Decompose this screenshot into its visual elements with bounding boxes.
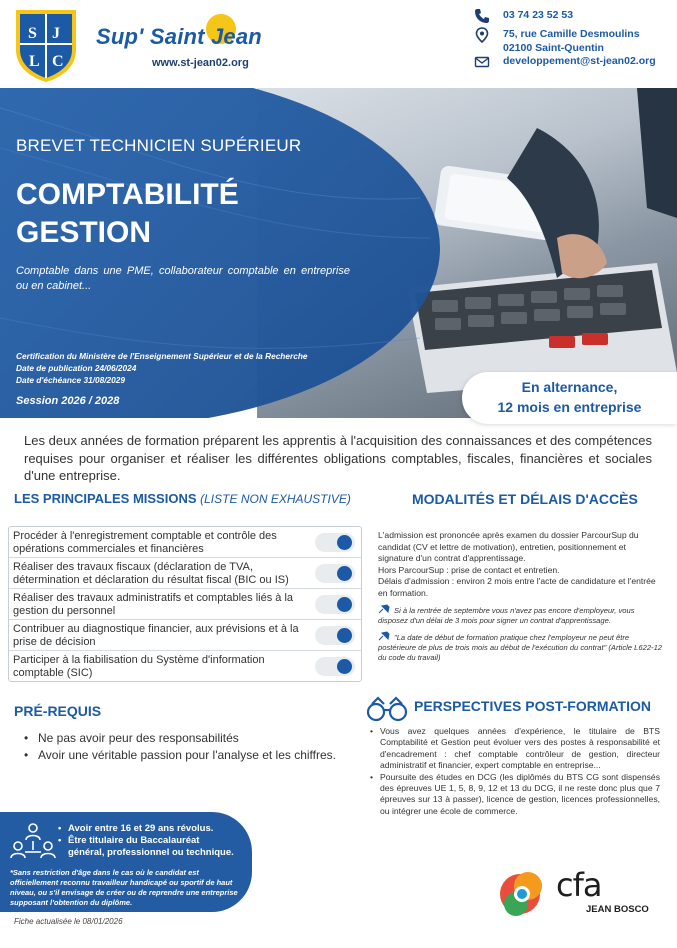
conditions-box [0,812,252,912]
brand-name: Sup' Saint Jean [96,24,262,49]
phone-icon [474,8,490,24]
svg-text:C: C [52,53,64,70]
missions-heading: LES PRINCIPALES MISSIONS (LISTE NON EXHAUSTIVE) [14,491,351,506]
mission-toggle[interactable] [315,657,355,676]
cfa-logo-text: cfa [556,866,602,904]
svg-text:S: S [28,25,37,42]
modalites-note: Si à la rentrée de septembre vous n'avez pas encore d'employeur, vous disposez d'un délai de 3 mois pour signer un contrat d'apprentissage. [378,606,635,625]
school-logo-shield [12,6,80,84]
hero-title: COMPTABILITÉ GESTION [16,178,239,249]
prerequis-item: • Avoir une véritable passion pour l'analyse et les chiffres. [24,747,336,764]
prerequis-item: • Ne pas avoir peur des responsabilités [24,730,336,747]
mission-item: Contribuer au diagnostique financier, aux prévisions et à la prise de décision [9,620,361,651]
mission-item: Participer à la fiabilisation du Système d'information comptable (SIC) [9,651,361,682]
alternance-badge: En alternance, 12 mois en entreprise [462,372,677,424]
mission-toggle[interactable] [315,564,355,583]
contact-address: 75, rue Camille Desmoulins 02100 Saint-Quentin [474,27,640,55]
missions-list [8,526,362,682]
binoculars-icon [366,696,408,722]
perspective-item: • Vous avez quelques années d'expérience, le titulaire de BTS Comptabilité et Gestion peut évoluer vers des postes à responsabilité et d'encadrement : chef comptable contrôleur de gestion, directeur administratif et financier, expert comptable en entreprise... [368,726,660,772]
website-link[interactable]: www.st-jean02.org [152,57,249,69]
perspectives-list [368,726,660,817]
conditions-list [58,823,238,859]
modalites-text: L'admission est prononcée après examen du dossier ParcourSup du candidat (CV et lettre de motivation), entretien, positionnement et signature d'un contrat d'apprentissage. Hors ParcourSup : prise de contact et entretien. Délais d'admission : environ 2 mois entre l'acte de candidature et l'entrée en formation. Si à la rentrée de septembre vous n'avez pas encore d'employeur, vous disposez d'un délai de 3 mois pour signer un contrat d'apprentissage. "La date de début de formation pratique chez l'employeur ne peut être postérieure de plus de trois mois au début de l'exécution du contrat" (Article L622-12 du code du travail) [378,530,663,662]
prerequis-heading: PRÉ-REQUIS [14,703,102,719]
update-date: Fiche actualisée le 08/01/2026 [14,917,123,926]
prerequis-list [24,730,336,764]
contact-phone[interactable]: 03 74 23 52 53 [474,8,573,24]
mission-item: Réaliser des travaux fiscaux (déclaration de TVA, détermination et déclaration du résultat fiscal (BIC ou IS) [9,558,361,589]
conditions-note: *Sans restriction d'âge dans le cas où le candidat est officiellement reconnu travailleur handicapé ou sportif de haut niveau, ou s'il envisage de créer ou de reprendre une entreprise supposant l'obtention du diplôme. [10,868,238,907]
modalites-note: "La date de début de formation pratique chez l'employeur ne peut être postérieure de plus de trois mois au début de l'exécution du contrat" (Article L622-12 du code du travail) [378,633,663,662]
intro-paragraph: Les deux années de formation préparent les apprentis à l'acquisition des connaissances et des compétences requises pour organiser et réaliser les différentes obligations comptables, fiscales, financières et sociales d'une entreprise. [24,433,652,483]
pushpin-icon [378,604,390,614]
location-pin-icon [474,27,490,43]
modalites-heading: MODALITÉS ET DÉLAIS D'ACCÈS [412,491,638,507]
people-network-icon [10,822,56,862]
condition-item: • Avoir entre 16 et 29 ans révolus. [58,823,238,835]
condition-item: • Être titulaire du Baccalauréat général, professionnel ou technique. [58,835,238,859]
mission-toggle[interactable] [315,626,355,645]
cfa-logo-subtext: JEAN BOSCO [586,904,649,915]
contact-email[interactable]: developpement@st-jean02.org [474,54,656,70]
mission-toggle[interactable] [315,595,355,614]
mission-toggle[interactable] [315,533,355,552]
svg-text:J: J [52,25,60,42]
perspectives-heading: PERSPECTIVES POST-FORMATION [414,698,651,714]
pushpin-icon [378,631,390,641]
mission-item: Réaliser des travaux administratifs et comptables liés à la gestion du personnel [9,589,361,620]
hero-banner [0,88,677,418]
svg-text:L: L [29,53,40,70]
hero-certification: Certification du Ministère de l'Enseignement Supérieur et de la Recherche Date de publication 24/06/2024 Date d'échéance 31/08/2029 [16,351,308,385]
perspective-item: • Poursuite des études en DCG (les diplômés du BTS CG sont dispensés des épreuves UE 1, 5, 8, 9, 12 et 13 du DCG, il ne reste donc plus que 7 épreuves sur 13 à passer), licence de gestion, licences professionnelles, ou intégrer une école de commerce. [368,772,660,818]
mail-icon [474,54,490,70]
hero-description: Comptable dans une PME, collaborateur comptable en entreprise ou en cabinet... [16,265,350,292]
hero-subtitle: BREVET TECHNICIEN SUPÉRIEUR [16,136,302,155]
hero-session: Session 2026 / 2028 [16,395,120,407]
mission-item: Procéder à l'enregistrement comptable et contrôle des opérations commerciales et financières [9,527,361,558]
